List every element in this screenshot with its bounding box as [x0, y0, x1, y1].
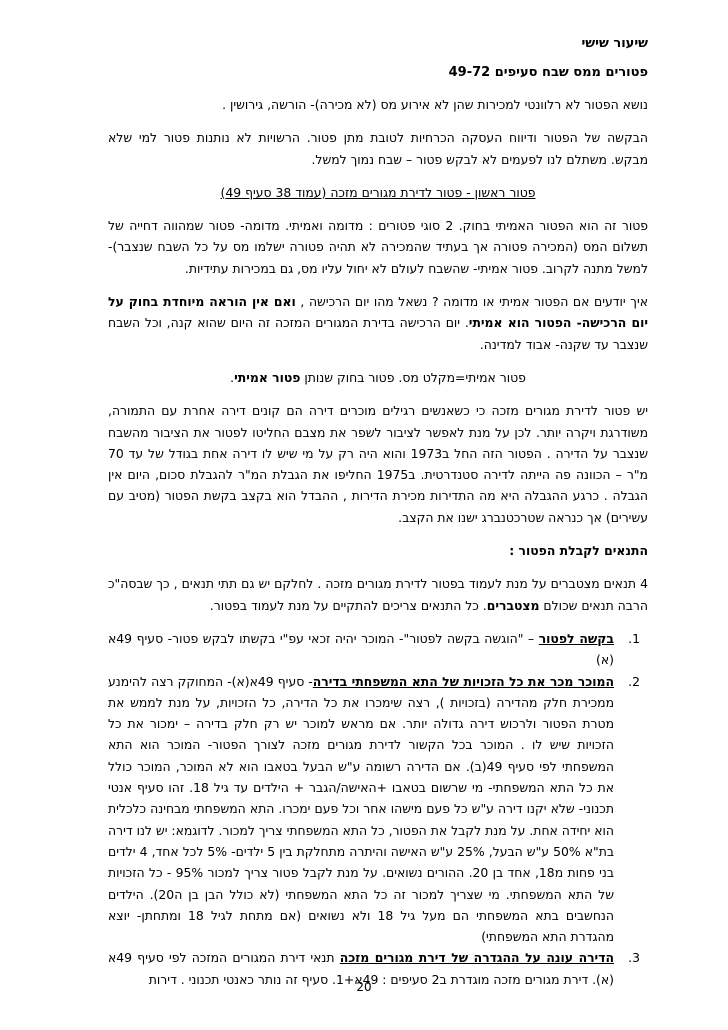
paragraph-purchase-day — [108, 291, 648, 355]
paragraph-real-vs-deemed: פטור זה הוא הפטור האמיתי בחוק. 2 סוגי פטורים : מדומה ואמיתי. מדומה- פטור שמהווה דחייה של תשלום המס (המכירה פטורה אך בעתיד שהמכירה לא תהיה פטורה ישלמו מס על כל השבח שנצבר)- למשל מתנה לקרוב. פטור אמיתי- שהשבח לעולם לא יחול עליו מס, גם במכירות עתידיות. — [108, 218, 648, 276]
paragraph-tax-haven — [108, 367, 648, 388]
paragraph-purchase-day-text-1: איך יודעים אם הפטור אמיתי או מדומה ? נשאל מהו יום הרכישה , — [295, 294, 649, 310]
condition-number: 1. — [628, 630, 640, 646]
paragraph-history: יש פטור לדירת מגורים מזכה כי כשאנשים רגילים מוכרים דירה הם קונים דירה אחרת עם התמורה, משודרגת ויקרה יותר. לכן על מנת לאפשר לציבור לשפר את מצבם החליטו לפטור את הציבור מהשבח שנצבר על הדירה . הפטור הזה החל ב1973 והוא היה רק על מי שיש לו דירה אחת בגודל של עד 70 מ"ר – הכוונה פה הייתה לדירה סטנדרטית. ב1975 החליפו את הגבלת המ"ר להגבלת סכום, היום אין הגבלה . כרגע ההגבלה היא מה התדירות מכירת הדירות , ההבדל הוא בקצב בקשת הפטור (מטיב עם עשירים) אך כנראה שטרכטנברג ישנו את הקצב. — [108, 403, 648, 525]
condition-lead: בקשה לפטור — [538, 630, 614, 646]
condition-text: - סעיף 49א(א)- המחוקק רצה להימנע ממכירת חלק מהדירה (בזכויות ), רצה שימכרו את כל הדירה, כל הזכויות, על מנת לממש את מטרת הפטור ולרכוש דירה גדולה יותר. אם מראש למוכר יש רק חלק בדירה – ימכור את כל הזכויות שיש לו . המוכר בכל הקשור לדירת מגורים מזכה לצורך הפטור- המוכר הוא התא המשפחתי לפי סעיף 49(ב). אם הדירה רשומה ע"ש הבעל בטאבו הוא לא המוכר, המוכר כולל את כל התא המשפחתי- מי שרשום בטאבו +האישה/הגבר + הילדים עד גיל 18. זהו סעיף אנטי תכנוני- שלא יקנו דירה ע"ש כל פעם מישהו אחר וכל פעם ימכרו. התא המשפחתי מבחינה כלכלית הוא יחידה אחת. על מנת לקבל את הפטור, כל התא המשפחתי צריך למכור. לדוגמא: יש לנו דירה בת"א 50% ע"ש הבעל, 25% ע"ש האישה והיתרה מתחלקת בין 5 ילדים- 5% לכל אחד, 4 ילדים בני פחות מ18, אחד בן 20. ההורים נשואים. על מנת לקבל פטור צריך למכור 95% - כל הזכויות של התא המשפחתי. מי שצריך למכור זה כל התא המשפחתי (לא כולל הבן בן ה20). הילדים הנחשבים בתא המשפחתי הם מעל גיל 18 ולא נשואים (אם מתחת לגיל 18 ומתחתן- יוצא מהגדרת התא המשפחתי) — [108, 673, 615, 945]
paragraph-purchase-day-text-2: . יום הרכישה בדירת המגורים המזכה זה היום שהוא קנה, וכל השבח שנצבר עד שקנה- אבוד למדינה. — [108, 315, 648, 352]
condition-item — [108, 671, 648, 948]
conditions-intro-text-1: 4 תנאים מצטברים על מנת לעמוד בפטור לדירת מגורים מזכה . לחלקם יש גם תתי תנאים , כך שבסה"כ הרבה תנאים שכולם — [108, 576, 648, 613]
conditions-intro — [108, 573, 648, 616]
page-number: 20 — [356, 980, 372, 994]
conditions-list — [108, 628, 648, 990]
paragraph-tax-haven-text-2: . — [230, 369, 235, 385]
intro-paragraph-1: נושא הפטור לא רלוונטי למכירות שהן לא אירוע מס (לא מכירה)- הורשה, גירושין . — [222, 97, 648, 112]
condition-number: 3. — [628, 950, 640, 966]
topic-title: פטורים ממס שבח סעיפים 49-72 — [448, 65, 648, 80]
lesson-title: שיעור שישי — [581, 36, 648, 51]
condition-number: 2. — [628, 673, 640, 689]
conditions-intro-text-2: . כל התנאים צריכים להתקיים על מנת לעמוד בפטור. — [209, 597, 487, 613]
condition-text: תנאי דירת המגורים המזכה לפי סעיף 49א (א). דירת מגורים מזכה מוגדרת ב2 סעיפים : 49א+1. סעיף זה נותר כאנטי תכנוני . דירות — [108, 950, 614, 987]
conditions-intro-bold: מצטברים — [486, 597, 540, 613]
section-title: פטור ראשון - פטור לדירת מגורים מזכה (עמוד 38 סעיף 49) — [220, 184, 536, 200]
paragraph-purchase-day-bold: ואם אין הוראה מיוחדת בחוק על יום הרכישה- הפטור הוא אמיתי — [108, 294, 648, 331]
condition-item — [108, 628, 648, 671]
condition-text: – "הוגשה בקשה לפטור"- המוכר יהיה זכאי עפ"י בקשתו לבקש פטור- סעיף 49א (א) — [108, 630, 614, 668]
paragraph-tax-haven-bold: פטור אמיתי — [234, 369, 301, 385]
paragraph-tax-haven-text-1: פטור אמיתי=מקלט מס. פטור בחוק שנותן — [300, 369, 526, 385]
conditions-title: התנאים לקבלת הפטור : — [509, 543, 648, 559]
condition-lead: המוכר מכר את כל הזכויות של התא המשפחתי בדירה — [312, 673, 614, 689]
intro-paragraph-2: הבקשה של הפטור ודיווח העסקה הכרחיות לטובת מתן פטור. הרשויות לא נותנות פטור למי שלא מבקש. משתלם לנו לפעמים לא לבקש פטור – שבח נמוך למשל. — [108, 130, 648, 167]
condition-lead: הדירה עונה על ההגדרה של דירת מגורים מזכה — [339, 950, 614, 966]
